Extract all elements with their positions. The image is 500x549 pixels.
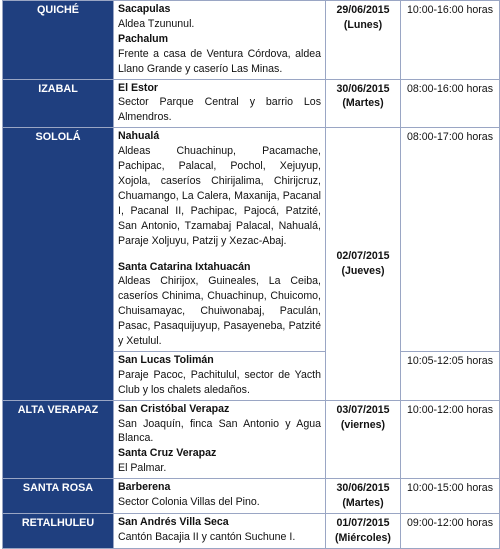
location-description: Frente a casa de Ventura Córdova, aldea Llano Grande y caserío Las Minas.: [118, 47, 321, 75]
date-value: 02/07/2015: [336, 250, 390, 263]
time-cell: 10:00-12:00 horas: [401, 400, 500, 479]
day-value: (Martes): [342, 497, 384, 510]
date-cell: [326, 479, 401, 514]
department-cell: SANTA ROSA: [3, 479, 114, 514]
date-cell: [326, 514, 401, 549]
municipality-name: El Estor: [118, 81, 159, 94]
locations-cell: [114, 1, 326, 80]
municipality-name: Santa Cruz Verapaz: [118, 447, 217, 460]
time-cell: 08:00-17:00 horas: [401, 128, 500, 352]
municipality-name: Pachalum: [118, 32, 169, 45]
location-description: San Joaquín, finca San Antonio y Agua Blanca.: [118, 417, 321, 445]
date-cell: [326, 128, 401, 400]
municipality-name: San Andrés Villa Seca: [118, 516, 229, 528]
location-description: Aldeas Chuachinup, Pacamache, Pachipac, Palacal, Pochol, Xejuyup, Xojola, caseríos Chirijalima, Chirijcruz, Chuamango, La Calera, Maxanija, Pacanal I, Pacanal II, Pachipac, Pajocá, Patzité, San Antonio, Tzamabaj Palacal, Nahualá, Paraje Xoljuyu, Patzij y Xezac-Abaj.: [118, 145, 321, 247]
table-row: [3, 479, 500, 514]
date-value: 01/07/2015: [336, 517, 390, 529]
date-value: 03/07/2015: [336, 403, 390, 416]
table-row: [3, 1, 500, 80]
power-outage-schedule-table: [2, 0, 500, 549]
location-description: Sector Parque Central y barrio Los Almendros.: [118, 96, 321, 124]
time-cell: 10:00-15:00 horas: [401, 479, 500, 514]
time-cell: 08:00-16:00 horas: [401, 79, 500, 128]
locations-cell: [114, 400, 326, 479]
location-description: Cantón Bacajia II y cantón Suchune I.: [118, 530, 296, 543]
municipality-name: Santa Catarina Ixtahuacán: [118, 260, 251, 273]
day-value: (viernes): [340, 418, 386, 431]
time-cell: 10:00-16:00 horas: [401, 1, 500, 80]
department-cell: ALTA VERAPAZ: [3, 400, 114, 479]
locations-cell: [114, 514, 326, 549]
locations-cell: [114, 128, 326, 352]
day-value: (Miércoles): [335, 531, 391, 544]
department-cell: SOLOLÁ: [3, 128, 114, 400]
time-cell: 09:00-12:00 horas: [401, 514, 500, 549]
municipality-name: San Cristóbal Verapaz: [118, 402, 230, 415]
date-value: 29/06/2015: [336, 4, 390, 16]
municipality-name: San Lucas Tolimán: [118, 353, 214, 366]
department-cell: RETALHULEU: [3, 514, 114, 549]
locations-cell: [114, 479, 326, 514]
department-cell: QUICHÉ: [3, 1, 114, 80]
location-description: Aldeas Chirijox, Guineales, La Ceiba, caseríos Chinima, Chuachinup, Chuicomo, Chuisamayac, Chuiwonabaj, Paculán, Pasac, Pasaquijuyup, Pasayeneba, Patzité y Xetulul.: [118, 275, 321, 348]
location-description: El Palmar.: [118, 462, 167, 475]
date-cell: [326, 400, 401, 479]
table-row: [3, 128, 500, 352]
date-value: 30/06/2015: [336, 82, 390, 95]
table-row: [3, 400, 500, 479]
time-cell: 10:05-12:05 horas: [401, 351, 500, 400]
municipality-name: Sacapulas: [118, 3, 171, 15]
day-value: (Jueves): [341, 264, 385, 277]
day-value: (Martes): [342, 97, 384, 110]
municipality-name: Nahualá: [118, 130, 160, 143]
date-value: 30/06/2015: [336, 482, 390, 495]
table-row: [3, 514, 500, 549]
department-cell: IZABAL: [3, 79, 114, 128]
location-description: Paraje Pacoc, Pachitulul, sector de Yacth Club y los chalets aledaños.: [118, 368, 321, 396]
locations-cell: [114, 351, 326, 400]
location-description: Aldea Tzununul.: [118, 17, 195, 30]
municipality-name: Barberena: [118, 481, 171, 494]
table-row: [3, 79, 500, 128]
location-description: Sector Colonia Villas del Pino.: [118, 496, 260, 509]
date-cell: [326, 1, 401, 80]
date-cell: [326, 79, 401, 128]
day-value: (Lunes): [343, 18, 383, 31]
locations-cell: [114, 79, 326, 128]
